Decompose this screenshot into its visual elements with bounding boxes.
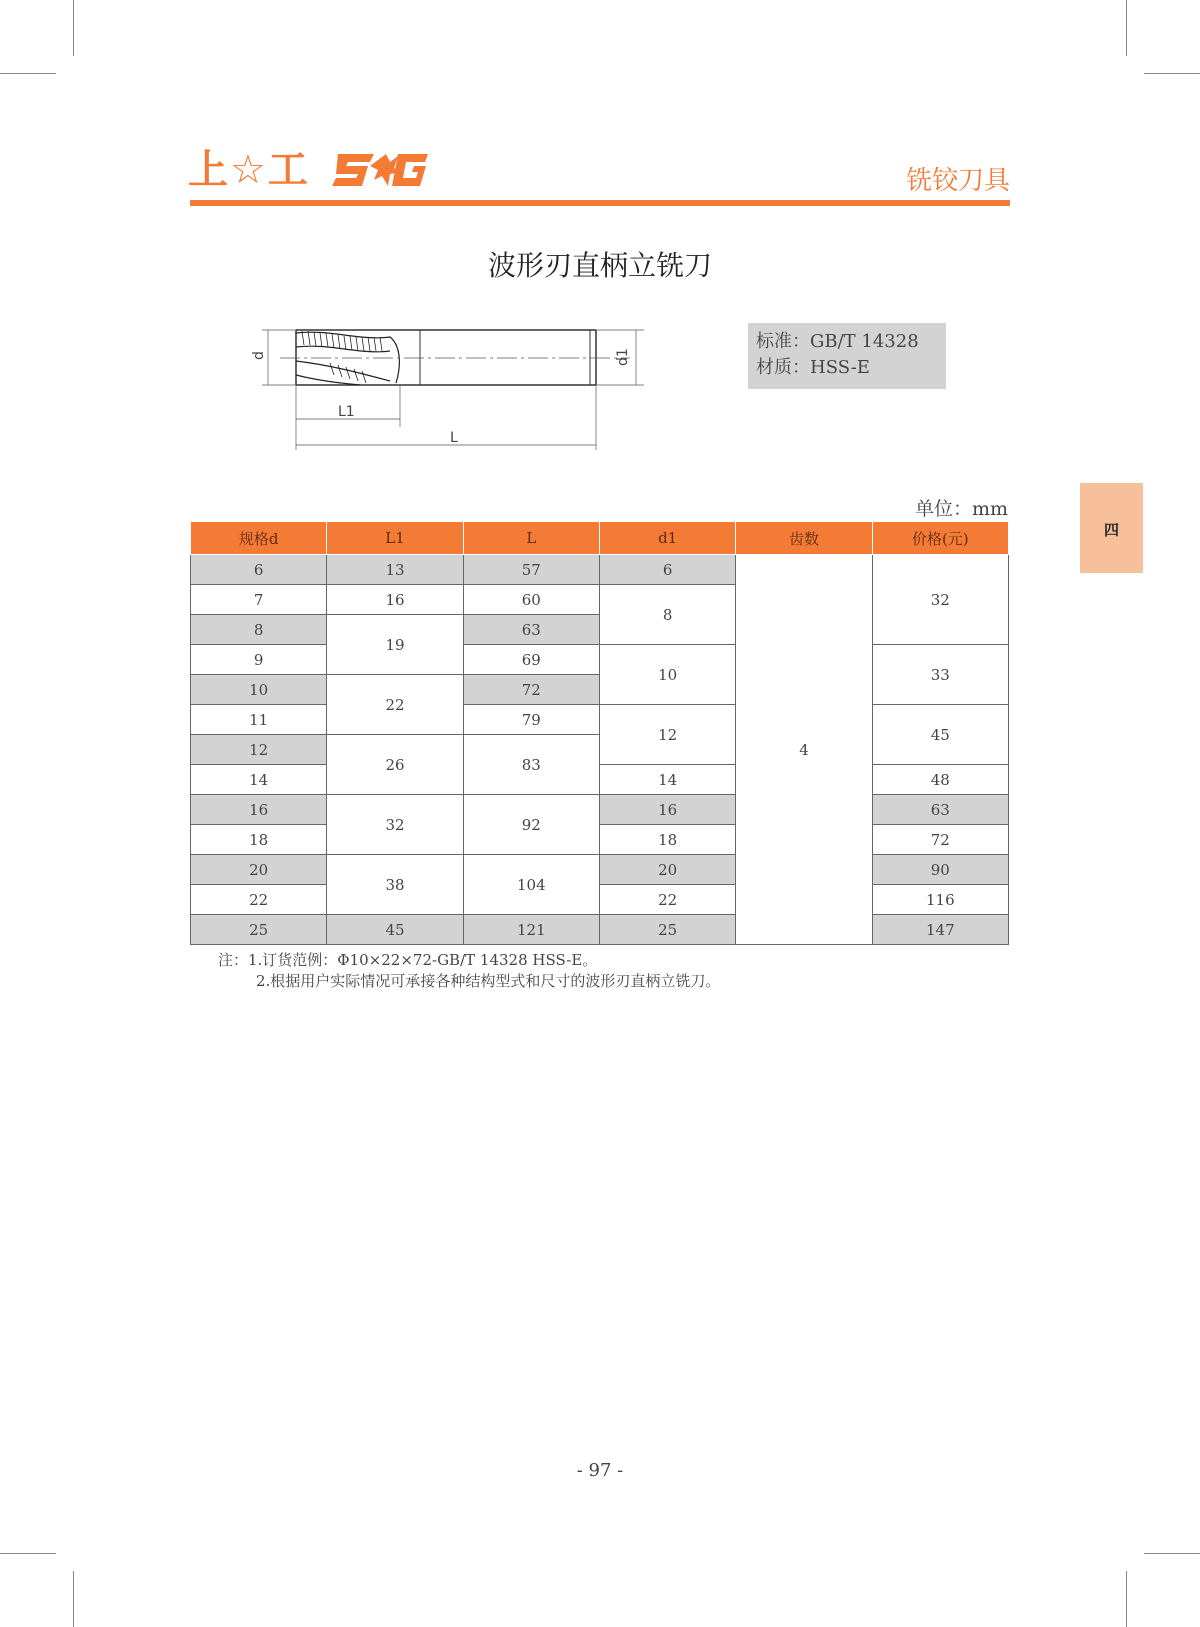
cell-teeth: 4	[736, 555, 872, 945]
crop-mark	[1126, 1571, 1127, 1627]
col-header: 价格(元)	[872, 522, 1008, 555]
cell-L1: 13	[327, 555, 463, 585]
cell-price: 90	[872, 855, 1008, 885]
cell-d1: 18	[599, 825, 735, 855]
sg-logo	[332, 152, 432, 188]
cell-L1: 38	[327, 855, 463, 915]
page-number: - 97 -	[576, 1460, 624, 1481]
cell-d1: 25	[599, 915, 735, 945]
crop-mark	[1144, 1553, 1200, 1554]
cell-L: 92	[463, 795, 599, 855]
crop-mark	[73, 0, 74, 56]
cell-d1: 12	[599, 705, 735, 765]
cell-L1: 16	[327, 585, 463, 615]
cell-d: 18	[191, 825, 327, 855]
cell-d1: 20	[599, 855, 735, 885]
crop-mark	[0, 73, 56, 74]
cell-price: 48	[872, 765, 1008, 795]
cell-d1: 6	[599, 555, 735, 585]
cell-L1: 45	[327, 915, 463, 945]
material-text: 材质：HSS-E	[756, 357, 870, 378]
cell-L: 60	[463, 585, 599, 615]
note-line-1: 注：1.订货范例：Φ10×22×72-GB/T 14328 HSS-E。	[218, 951, 598, 969]
cell-price: 147	[872, 915, 1008, 945]
crop-mark	[1144, 73, 1200, 74]
notes	[218, 950, 720, 992]
cell-price: 45	[872, 705, 1008, 765]
end-mill-diagram	[250, 315, 670, 455]
cell-d: 8	[191, 615, 327, 645]
table-row	[191, 915, 1009, 945]
crop-mark	[0, 1553, 56, 1554]
cell-L: 121	[463, 915, 599, 945]
unit-label: 单位：mm	[914, 498, 1008, 520]
table-row	[191, 855, 1009, 885]
crop-mark	[1126, 0, 1127, 56]
col-header: L1	[327, 522, 463, 555]
col-header: L	[463, 522, 599, 555]
cell-L: 83	[463, 735, 599, 795]
cell-L: 69	[463, 645, 599, 675]
cell-d: 25	[191, 915, 327, 945]
cell-d1: 14	[599, 765, 735, 795]
col-header: 齿数	[736, 522, 872, 555]
label-d: d	[251, 351, 267, 360]
table-row	[191, 825, 1009, 855]
cell-d: 16	[191, 795, 327, 825]
cell-L1: 22	[327, 675, 463, 735]
table-row	[191, 705, 1009, 735]
cell-d1: 8	[599, 585, 735, 645]
label-L: L	[450, 430, 458, 446]
cell-d: 6	[191, 555, 327, 585]
cell-price: 32	[872, 555, 1008, 645]
cell-L: 72	[463, 675, 599, 705]
col-header: d1	[599, 522, 735, 555]
col-header: 规格d	[191, 522, 327, 555]
label-d1: d1	[615, 348, 631, 366]
cell-L1: 26	[327, 735, 463, 795]
cell-d: 10	[191, 675, 327, 705]
cell-d: 11	[191, 705, 327, 735]
table-header-row	[191, 522, 1009, 555]
cell-L: 79	[463, 705, 599, 735]
cell-price: 33	[872, 645, 1008, 705]
cell-L: 57	[463, 555, 599, 585]
cell-d: 7	[191, 585, 327, 615]
page-title: 波形刃直柄立铣刀	[487, 249, 712, 282]
standard-text: 标准：GB/T 14328	[756, 331, 919, 352]
cell-L: 104	[463, 855, 599, 915]
category-title: 铣铰刀具	[905, 166, 1010, 196]
cell-d: 9	[191, 645, 327, 675]
cell-d: 12	[191, 735, 327, 765]
cell-d: 14	[191, 765, 327, 795]
note-line-2: 2.根据用户实际情况可承接各种结构型式和尺寸的波形刃直柄立铣刀。	[256, 972, 721, 990]
company-logo: 上☆工	[188, 147, 310, 193]
chapter-tab: 四	[1080, 483, 1143, 573]
cell-d1: 22	[599, 885, 735, 915]
cell-d1: 10	[599, 645, 735, 705]
cell-price: 116	[872, 885, 1008, 915]
table-row	[191, 645, 1009, 675]
cell-price: 72	[872, 825, 1008, 855]
table-row	[191, 795, 1009, 825]
cell-L1: 32	[327, 795, 463, 855]
cell-d1: 16	[599, 795, 735, 825]
cell-d: 22	[191, 885, 327, 915]
label-L1: L1	[338, 404, 355, 420]
table-row	[191, 885, 1009, 915]
cell-L1: 19	[327, 615, 463, 675]
cell-d: 20	[191, 855, 327, 885]
table-row	[191, 555, 1009, 585]
cell-L: 63	[463, 615, 599, 645]
spec-box	[748, 323, 946, 389]
cell-price: 63	[872, 795, 1008, 825]
spec-table	[190, 521, 1009, 945]
crop-mark	[73, 1571, 74, 1627]
header-rule	[190, 200, 1010, 206]
table-row	[191, 765, 1009, 795]
